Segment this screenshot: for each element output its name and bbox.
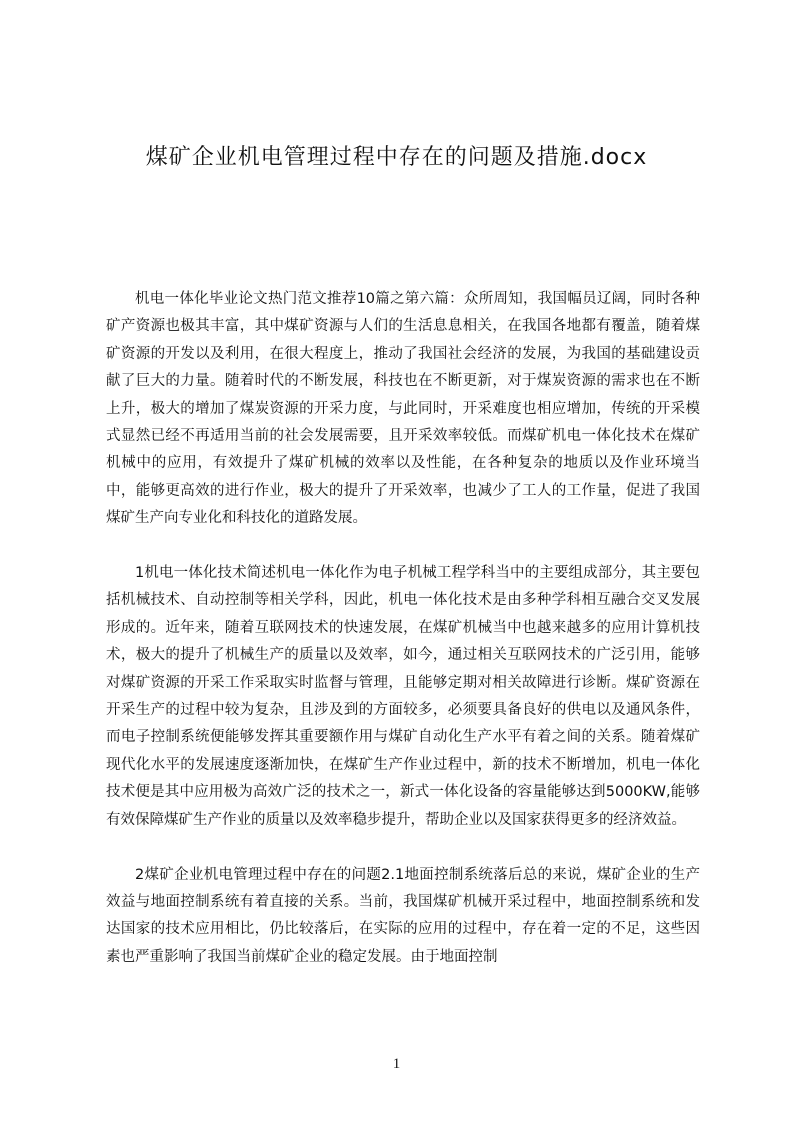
document-title: 煤矿企业机电管理过程中存在的问题及措施.docx <box>145 145 648 170</box>
body-paragraph-2: 1机电一体化技术简述机电一体化作为电子机械工程学科当中的主要组成部分，其主要包括机械技术、自动控制等相关学科，因此，机电一体化技术是由多种学科相互融合交叉发展形成的。近年来，随着互联网技术的快速发展，在煤矿机械当中也越来越多的应用计算机技术，极大的提升了机械生产的质量以及效率，如今，通过相关互联网技术的广泛引用，能够对煤矿资源的开采工作采取实时监督与管理，且能够定期对相关故障进行诊断。煤矿资源在开采生产的过程中较为复杂，且涉及到的方面较多，必须要具备良好的供电以及通风条件，而电子控制系统便能够发挥其重要额作用与煤矿自动化生产水平有着之间的关系。随着煤矿现代化水平的发展速度逐渐加快，在煤矿生产作业过程中，新的技术不断增加，机电一体化技术便是其中应用极为高效广泛的技术之一，新式一体化设备的容量能够达到5000KW,能够有效保障煤矿生产作业的质量以及效率稳步提升，帮助企业以及国家获得更多的经济效益。 <box>106 565 700 828</box>
body-paragraph-3: 2煤矿企业机电管理过程中存在的问题2.1地面控制系统落后总的来说，煤矿企业的生产效益与地面控制系统有着直接的关系。当前，我国煤矿机械开采过程中，地面控制系统和发达国家的技术应用相比，仍比较落后，在实际的应用的过程中，存在着一定的不足，这些因素也严重影响了我国当前煤矿企业的稳定发展。由于地面控制 <box>106 866 700 965</box>
body-paragraph-1: 机电一体化毕业论文热门范文推荐10篇之第六篇：众所周知，我国幅员辽阔，同时各种矿产资源也极其丰富，其中煤矿资源与人们的生活息息相关，在我国各地都有覆盖，随着煤矿资源的开发以及利用，在很大程度上，推动了我国社会经济的发展，为我国的基础建设贡献了巨大的力量。随着时代的不断发展，科技也在不断更新，对于煤炭资源的需求也在不断上升，极大的增加了煤炭资源的开采力度，与此同时，开采难度也相应增加，传统的开采模式显然已经不再适用当前的社会发展需要，且开采效率较低。而煤矿机电一体化技术在煤矿机械中的应用，有效提升了煤矿机械的效率以及性能，在各种复杂的地质以及作业环境当中，能够更高效的进行作业，极大的提升了开采效率，也减少了工人的工作量，促进了我国煤矿生产向专业化和科技化的道路发展。 <box>106 291 700 527</box>
page-number: 1 <box>392 1056 401 1072</box>
document-body <box>106 286 700 999</box>
